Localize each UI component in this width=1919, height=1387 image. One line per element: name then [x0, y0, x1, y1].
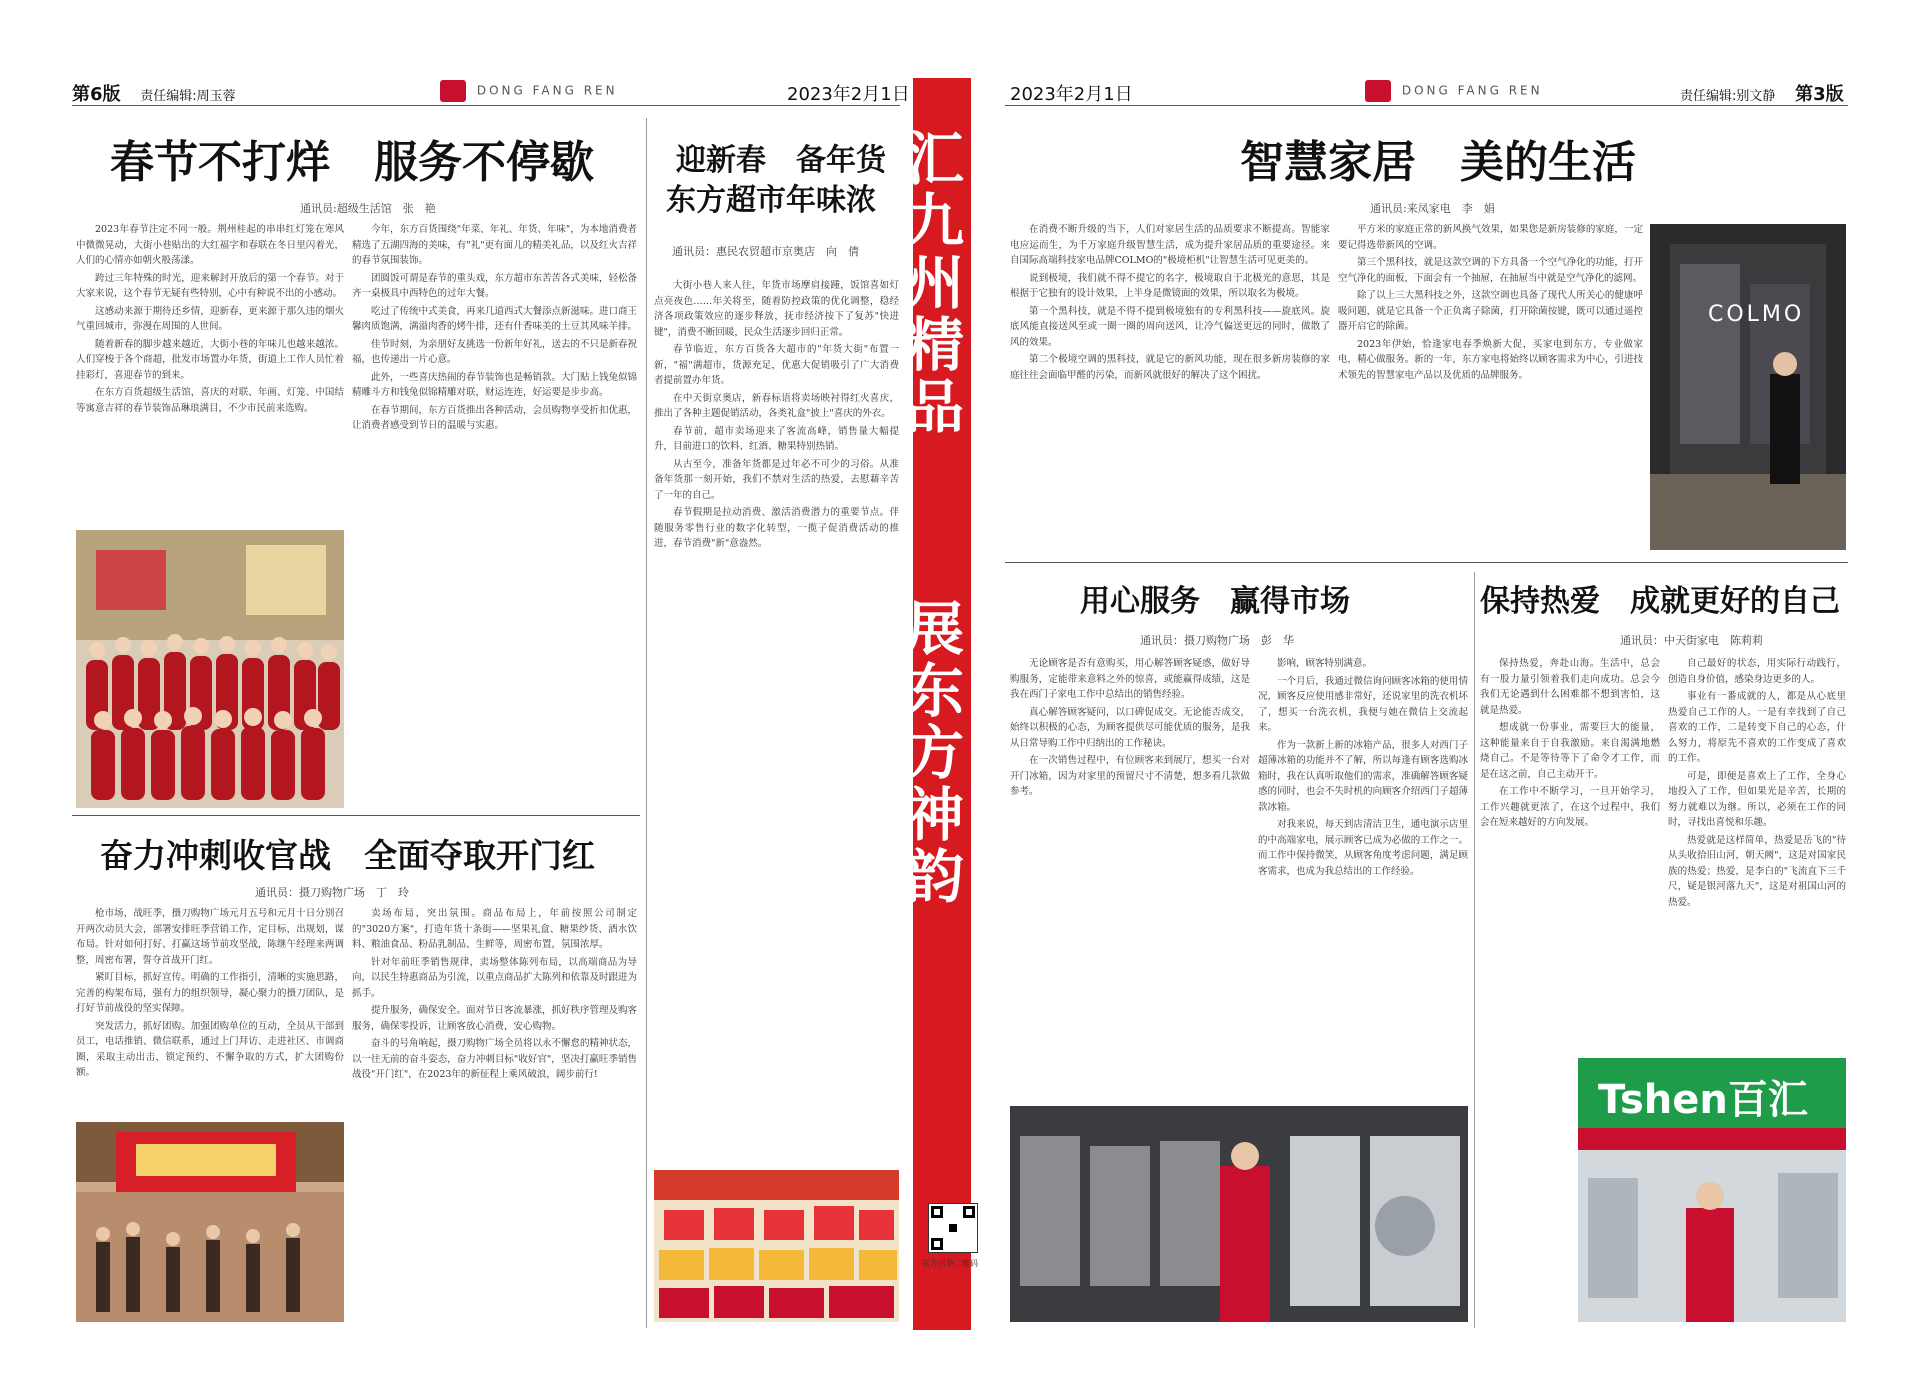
colmo-brand-sign: COLMO: [1708, 302, 1805, 327]
article1-col1: 2023年春节注定不同一般。荆州桂起的串串红灯笼在寒风中微微晃动，大街小巷贴出的大红福字和春联在冬日里闪着光，人们的心情亦如朝火般荡漾。 跨过三年特殊的时光，迎来解封开放后的第一个春节。对于大家来说，这个春节无疑有些特别，心中有种说不出的小感动。 这感动来源于期待还乡情，迎新春，更来源于那久违的烟火气重回城市，弥漫在周围的人世间。 随着新春的脚步越来越近，大街小巷的年味儿也越来越浓。人们穿梭于各个商超，批发市场置办年货，街道上工作人员忙着挂彩灯，喜迎春节的到来。 在东方百货超级生活馆，喜庆的对联、年画、灯笼、中国结等寓意吉祥的春节装饰品琳琅满目，不少市民前来选购。: [76, 224, 344, 414]
qr-code-icon: [928, 1203, 978, 1253]
right-edition-number: 第3版: [1795, 84, 1844, 105]
left-logo: [440, 80, 618, 102]
right-date: 2023年2月1日: [1010, 84, 1133, 105]
right-article3-col2: 自己最好的状态，用实际行动践行，创造自身价值，感染身边更多的人。 事业有一番成就的人，都是从心底里热爱自己工作的人。一是有幸找到了自己喜欢的工作，二是转变下自己的心态，什么努力，将原先不喜欢的工作变成了喜欢的工作。 可是，即便是喜欢上了工作，全身心地投入了工作，但如果光是辛苦，长期的努力就难以为继。所以，必须在工作的同时，寻找出喜悦和乐趣。 热爱就是这样简单，热爱是岳飞的"待从头收拾旧山河，朝天阙"，这是对国家民族的热爱；热爱，是李白的"飞流直下三千尺，疑是银河落九天"，这是对祖国山河的热爱。: [1668, 658, 1846, 908]
right-logo-text: DONG FANG REN: [1401, 83, 1543, 98]
center-slogan-1: 汇九州精品: [896, 128, 964, 438]
article3-headline-line1: 迎新春 备年货: [676, 143, 886, 178]
article2-col1: 枪市场，战旺季，摄刀购物广场元月五号和元月十日分别召开两次动员大会，部署安排旺季营销工作，定目标，出规划，谋布局。针对如何打好、打赢这场节前攻坚战，陈继午经理来两调整，周密布署，誓夺首战开门红。 紧盯目标，抓好宣传。明确的工作指引，清晰的实施思路，完善的构架布局，强有力的组织领导，凝心聚力的摄刀团队，是打好节前战役的坚实保障。 突发活力，抓好团购。加强团购单位的互动，全员从干部到员工，电话推销、微信联系，通过上门拜访、走进社区、市调商圈，采取主动出击，锁定预约、不懈争取的方式，扩大团购份额。: [76, 908, 344, 1078]
left-date: 2023年2月1日: [787, 84, 910, 105]
left-logo-text: DONG FANG REN: [476, 83, 618, 98]
center-red-band: [896, 78, 971, 1330]
right-edition-header: [1680, 80, 1844, 106]
article3-gift-photo: [654, 1170, 899, 1322]
article2-byline: 通讯员：摄刀购物广场 丁 玲: [255, 886, 409, 899]
right-article2-byline: 通讯员：摄刀购物广场 彭 华: [1140, 634, 1294, 647]
left-edition-header: [72, 80, 236, 106]
article3-byline: 通讯员：惠民农贸超市京奥店 向 倩: [672, 245, 859, 258]
article1-col2: 今年，东方百货围绕"年菜、年礼、年货、年味"，为本地消费者精选了五湖四海的美味，有"礼"更有面儿的精美礼品，以及红火吉祥的春节氛围装饰。 团圆饭可谓是春节的重头戏，东方超市东苦苦各式美味，轻松备齐一桌极具中西特色的过年大餐。 吃过了传统中式美食，再来几道西式大餐添点新滋味。进口商王馨肉质饱满，满溢肉香的烤牛排，还有什香味美的土豆其风味羊排。 佳节时刻，为亲朋好友挑选一份新年好礼，送去的不只是新春祝福，也传递出一片心意。 此外，一些喜庆热闹的春节装饰也是畅销款。大门贴上钱兔似锦精雕斗方和钱兔似锦精雕对联，财运连连，好运要是步步高。 在春节期间，东方百货推出各种活动，会员购物享受折扣优惠，让消费者感受到节日的温暖与实惠。: [352, 224, 637, 431]
article1-staff-photo: [76, 530, 344, 808]
right-article1-col1: 在消费不断升级的当下，人们对家居生活的品质要求不断提高。智能家电应运而生，为千万家庭升级智慧生活，成为提升家居品质的重要途径。来自国际高端科技家电品牌COLMO的"极境柜机"让智慧生活可见更美的。 说到极境，我们就不得不提它的名字，极境取自于北极光的意思，其是根据于它独有的设计效果，上半身是微镜面的效果，所以取名为极境。 第一个黑科技，就是不得不提到极境独有的专利黑科技——旋底风。旋底风能直接送风至或一圈一圈的周向送风，让冷气偏送更远的同时，做散了风的效果。 第二个极境空调的黑科技，就是它的新风功能，现在很多新房装修的家庭往往会面临甲醛的污染，而新风就很好的解决了这个困扰。: [1010, 224, 1330, 381]
right-article1-byline: 通讯员:来凤家电 李 娟: [1370, 202, 1495, 215]
right-article2-photo: [1010, 1106, 1468, 1322]
article2-col2: 卖场布局，突出氛围。商品布局上，年前按照公司制定的"3020方案"，打造年货十条街——坚果礼盒、糖果纱货、酒水饮料、粮油食品、粉品乳制品、生鲜等，周密布置，氛围浓厚。 针对年前旺季销售规律，卖场整体陈列布局，以高端商品为导向，以民生特惠商品为引流，以重点商品扩大陈列和依靠及时跟进为抓手。 提升服务，确保安全。面对节日客流暴涨，抓好秩序管理及购客服务，确保零投诉，让顾客放心消费，安心购物。 奋斗的号角响起，摄刀购物广场全员将以永不懈怠的精神状态，以一往无前的奋斗姿态，奋力冲刺目标"收好官"，坚决打赢旺季销售战役"开门红"，在2023年的新征程上乘风破浪，阔步前行!: [352, 908, 637, 1080]
article3-body: 大街小巷人来人往，年货市场摩肩接踵，饭馆喜如灯点亮夜色……年关将至，随着防控政策的优化调整，稳经济各项政策效应的逐步释放，抚市经济按下了复苏"快进键"，消费不断回暖，民众生活逐步回归正常。 春节临近，东方百货各大超市的"年货大街"布置一新，"福"满超市，货源充足，优惠大促销吸引了广大消费者提前置办年货。 在中天街京奥店，新春标语将卖场映衬得红火喜庆，推出了各种主题促销活动，各类礼盒"披上"喜庆的外衣。 春节前，超市卖场迎来了客流高峰，销售量大幅提升，目前进口的饮料、红酒、糖果特别热销。 从古至今，准备年货都是过年必不可少的习俗。从准备年货那一刻开始，我们不禁对生活的热爱，去慰藉辛苦了一年的自己。 春节假期是拉动消费、激活消费潜力的重要节点。伴随服务零售行业的数字化转型，一揽子促消费活动的推进，春节消费"新"意盎然。: [654, 280, 899, 549]
article1-byline: 通讯员:超级生活馆 张 艳: [300, 202, 436, 215]
article2-store-photo: [76, 1122, 344, 1322]
left-editor: 责任编辑:周玉蓉: [140, 89, 236, 104]
right-article1-headline: 智慧家居 美的生活: [1240, 137, 1636, 188]
right-article1-col2: 平方米的家庭正常的新风换气效果，如果您是新房装修的家庭，一定要记得选带新风的空调。 第三个黑科技，就是这款空调的下方具备一个空气净化的功能，打开空气净化的面板，下面会有一个抽屉，在抽屉当中就是空气净化的滤网。 除了以上三大黑科技之外，这款空调也具备了现代人所关心的健康呼吸问题，就是它具备一个正负离子除菌，打开除菌按键，既可以通过遥控器开启它的除菌。 2023年伊始，恰逢家电春季焕新大促，买家电到东方，专业做家电，精心做服务。新的一年，东方家电将始终以顾客需求为中心，引进技术领先的智慧家电产品以及优质的品牌服务。: [1338, 224, 1643, 381]
right-article3-headline: 保持热爱 成就更好的自己: [1480, 584, 1840, 619]
right-article3-byline: 通讯员：中天街家电 陈莉莉: [1620, 634, 1763, 647]
article2-headline: 奋力冲刺收官战 全面夺取开门红: [100, 836, 595, 875]
article3-headline-line2: 东方超市年味浓: [666, 183, 876, 218]
left-logo-icon: [440, 80, 466, 102]
right-article2-headline: 用心服务 赢得市场: [1080, 584, 1350, 619]
center-slogan-2: 展东方神韵: [896, 598, 964, 908]
right-logo: [1365, 80, 1543, 102]
right-article2-col1: 无论顾客是否有意购买，用心解答顾客疑惑，做好导购服务，定能带来意料之外的惊喜，或能赢得成绩，这是我在西门子家电工作中总结出的销售经验。 真心解答顾客疑问，以口碑促成交。无论能否成交，始终以积极的心态，为顾客提供尽可能优质的服务，是我从日常导购工作中归纳出的工作秘诀。 在一次销售过程中，有位顾客来到展厅，想买一台对开门冰箱，因为对家里的预留尺寸不清楚，想多看几款做参考。: [1010, 658, 1250, 797]
left-edition-number: 第6版: [72, 84, 121, 105]
right-article3-col1: 保持热爱，奔赴山海。生活中，总会有一股力量引领着我们走向成功。总会今我们无论遇到什么困难都不想到害怕，这就是热爱。 想成就一份事业，需要巨大的能量，这种能量来自于自我激励。来自渴满地燃烧自己。不是等待等下了命令才工作，而是在这之前，自己主动开干。 在工作中不断学习，一旦开始学习，工作兴趣就更浓了，在这个过程中，我们会在短来越好的方向发展。: [1480, 658, 1660, 828]
qr-caption: 东方百货二维码: [922, 1259, 978, 1268]
right-logo-icon: [1365, 80, 1391, 102]
colmo-showroom-photo: [1650, 224, 1846, 550]
store-sign: Tshen百汇: [1598, 1077, 1808, 1123]
article1-headline: 春节不打烊 服务不停歇: [110, 137, 594, 188]
right-editor: 责任编辑:别文静: [1680, 89, 1776, 104]
right-article2-col2: 影响，顾客特别满意。 一个月后，我通过微信询问顾客冰箱的使用情况，顾客反应使用感非常好，还说家里的洗衣机坏了，想买一台洗衣机，我便与她在微信上交流起来。 作为一款新上新的冰箱产品，很多人对西门子超薄冰箱的功能并不了解，所以每逢有顾客选购冰箱时，我在认真听取他们的需求，准确解答顾客疑惑的同时，也会不失时机的向顾客介绍西门子超薄款冰箱。 对我来说，每天到店清洁卫生，通电演示店里的中高端家电，展示顾客已成为必做的工作之一。而工作中保持微笑，从顾客角度考虑问题，满足顾客需求，也成为我总结出的工作经验。: [1258, 658, 1468, 877]
right-article3-store-photo: [1578, 1058, 1846, 1322]
